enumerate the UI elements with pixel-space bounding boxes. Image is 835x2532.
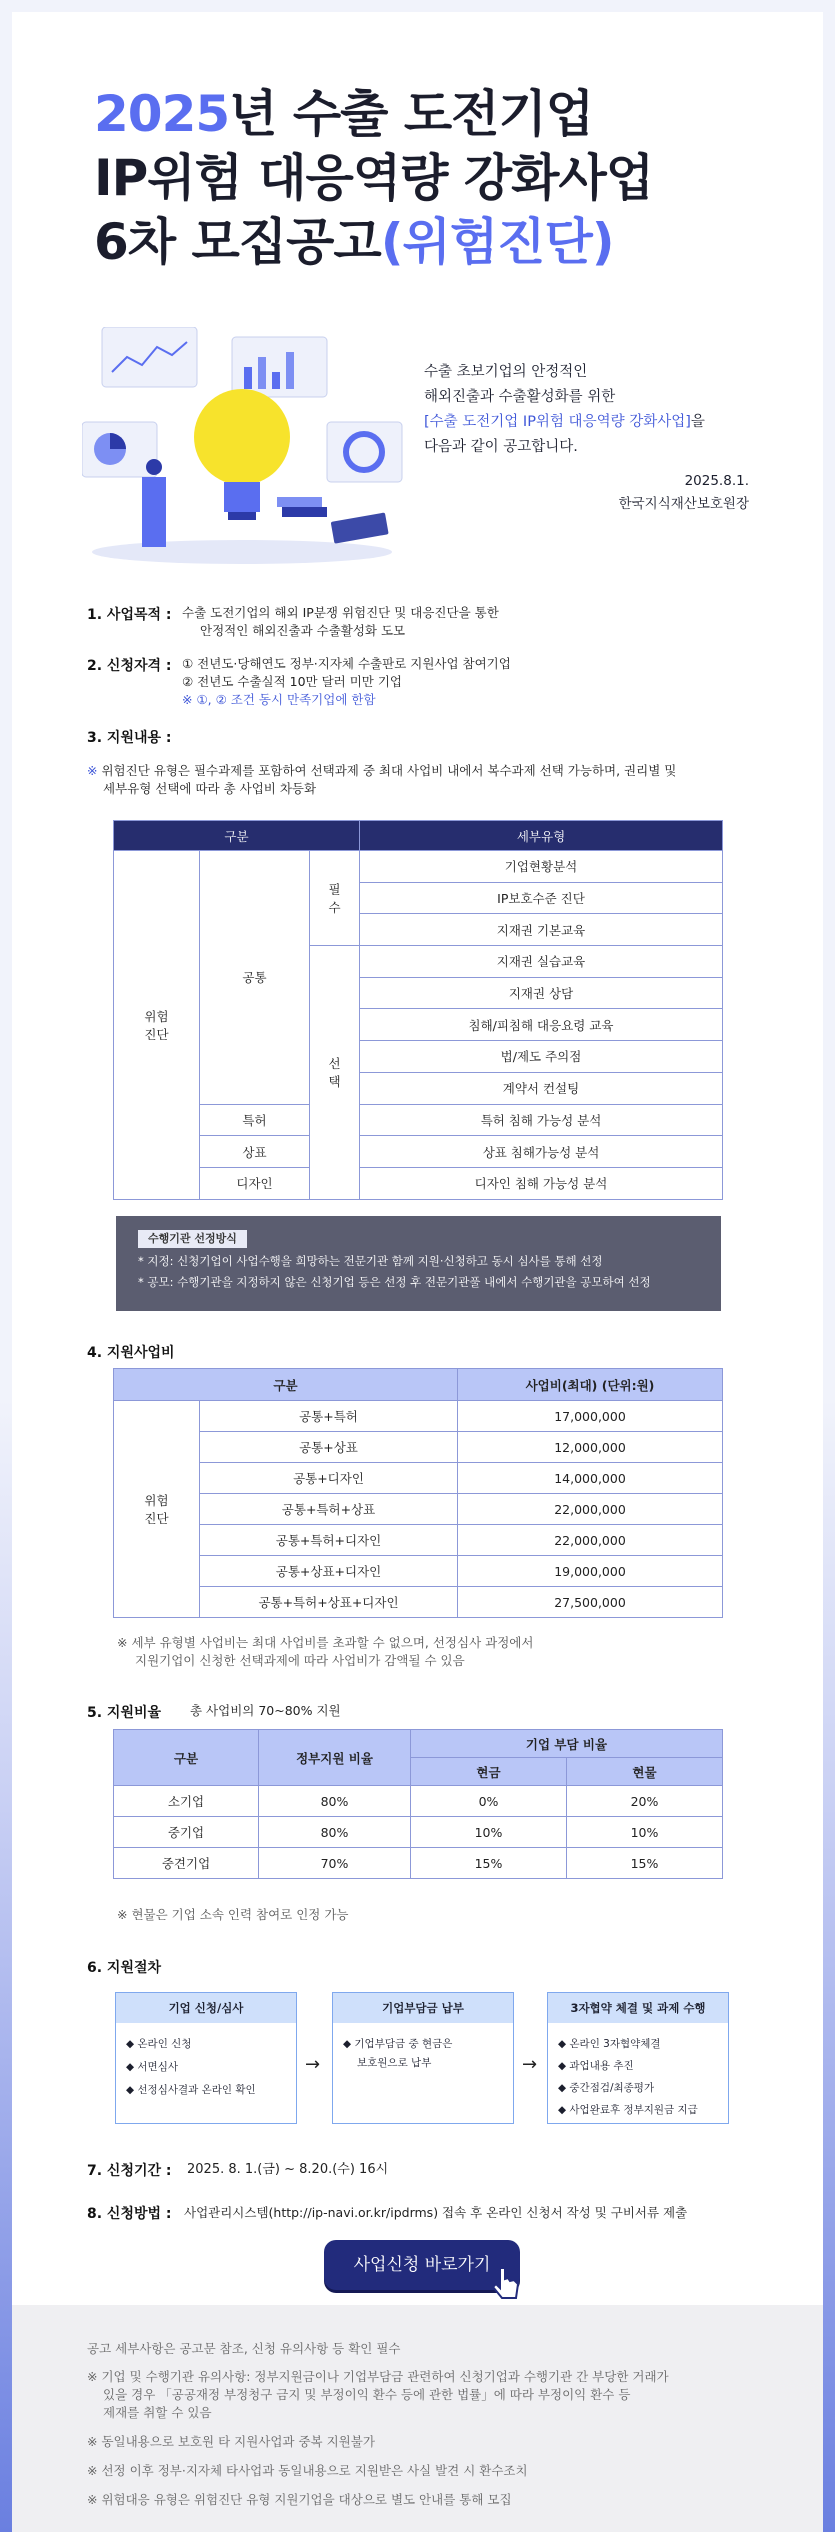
section1-body — [182, 604, 499, 640]
section2-line1: ① 전년도·당해연도 정부·지자체 수출판로 지원사업 참여기업 — [182, 656, 511, 671]
table-cell: 22,000,000 — [458, 1525, 723, 1556]
table-cell: 소기업 — [114, 1786, 259, 1817]
table-cell: 10% — [567, 1817, 723, 1848]
process-step-1 — [115, 1992, 297, 2124]
apply-button[interactable]: 사업신청 바로가기 — [324, 2240, 520, 2290]
section8-value: 사업관리시스템(http://ip-navi.or.kr/ipdrms) 접속 후 온라인 신청서 작성 및 구비서류 제출 — [184, 2205, 688, 2220]
table-cell: 12,000,000 — [458, 1432, 723, 1463]
table-cell: 중견기업 — [114, 1848, 259, 1879]
section4-note-line2: 지원기업이 신청한 선택과제에 따라 사업비가 감액될 수 있음 — [135, 1653, 465, 1668]
footer-line2a: ※ 기업 및 수행기관 유의사항: 정부지원금이나 기업부담금 관련하여 신청기업과 수행기관 간 부당한 거래가 — [87, 2369, 669, 2384]
section1-line2: 안정적인 해외진출과 수출활성화 도모 — [200, 623, 406, 638]
table-row — [114, 1848, 723, 1879]
selection-line2: * 공모: 수행기관을 지정하지 않은 신청기업 등은 선정 후 전문기관풀 내에서 수행기관을 공모하여 선정 — [138, 1275, 651, 1289]
support-content-table — [113, 820, 723, 1200]
section5-heading: 5. 지원비율 — [87, 1705, 162, 1721]
selection-line1: * 지정: 신청기업이 사업수행을 희망하는 전문기관 함께 지원·신청하고 동시 심사를 통해 선정 — [138, 1254, 603, 1268]
table-cell: 15% — [567, 1848, 723, 1879]
table-cell: 22,000,000 — [458, 1494, 723, 1525]
intro-line1: 수출 초보기업의 안정적인 — [424, 364, 588, 380]
table-row — [114, 1104, 723, 1136]
section6-heading: 6. 지원절차 — [87, 1960, 162, 1976]
process-step-2 — [332, 1992, 514, 2124]
table-cell: 공통+상표+디자인 — [200, 1556, 458, 1587]
table-cell: 위험 진단 — [114, 1401, 200, 1618]
table-cell: 10% — [411, 1817, 567, 1848]
section5-summary: 총 사업비의 70~80% 지원 — [190, 1703, 341, 1718]
table-cell: 상표 — [200, 1136, 310, 1168]
process-step-item: ◆ 온라인 신청 — [126, 2038, 192, 2050]
table-cell: 70% — [259, 1848, 411, 1879]
issuer: 한국지식재산보호원장 — [618, 496, 749, 512]
section5-note: ※ 현물은 기업 소속 인력 참여로 인정 가능 — [117, 1907, 349, 1922]
table-cell: 상표 침해가능성 분석 — [360, 1136, 723, 1168]
process-step-item: ◆ 중간점검/최종평가 — [558, 2082, 655, 2094]
table-row — [114, 1525, 723, 1556]
section8-heading: 8. 신청방법 : — [87, 2206, 172, 2222]
hand-cursor-icon — [490, 2264, 524, 2304]
section3-note-line1: 위험진단 유형은 필수과제를 포함하여 선택과제 중 최대 사업비 내에서 복수과제 선택 가능하며, 권리별 및 — [101, 763, 677, 778]
table-cell: 15% — [411, 1848, 567, 1879]
table-cell: 디자인 침해 가능성 분석 — [360, 1167, 723, 1199]
table-cell: 지재권 실습교육 — [360, 946, 723, 978]
section1-line1: 수출 도전기업의 해외 IP분쟁 위험진단 및 대응진단을 통한 — [182, 605, 499, 620]
title-line1: 년 수출 도전기업 — [229, 85, 594, 143]
table-cell: 19,000,000 — [458, 1556, 723, 1587]
selection-method-box — [116, 1216, 721, 1311]
table-cell: 기업현황분석 — [360, 851, 723, 883]
table-cell: 20% — [567, 1786, 723, 1817]
process-step-title: 기업 신청/심사 — [116, 1993, 296, 2023]
section3-heading: 3. 지원내용 : — [87, 730, 172, 746]
table-cell: 계약서 컨설팅 — [360, 1072, 723, 1104]
table-cell: 중기업 — [114, 1817, 259, 1848]
issue-date: 2025.8.1. — [684, 473, 749, 489]
table-cell: 27,500,000 — [458, 1587, 723, 1618]
issue-info — [619, 470, 749, 516]
title-line2: IP위험 대응역량 강화사업 — [94, 149, 654, 207]
process-step-item: ◆ 온라인 3자협약체결 — [558, 2038, 661, 2050]
table-header-row — [114, 1369, 723, 1401]
table-row — [114, 1401, 723, 1432]
table-cell: 공통 — [200, 851, 310, 1105]
process-step-title: 기업부담금 납부 — [333, 1993, 513, 2023]
title-year: 2025 — [94, 85, 230, 143]
table-row — [114, 1494, 723, 1525]
table-header: 세부유형 — [360, 821, 723, 851]
table-cell: 80% — [259, 1817, 411, 1848]
process-step-item: ◆ 서면심사 — [126, 2061, 178, 2073]
table-row — [114, 1432, 723, 1463]
table-row — [114, 1167, 723, 1199]
table-cell: 지재권 상담 — [360, 977, 723, 1009]
arrow-icon: → — [305, 2054, 321, 2075]
section1-heading: 1. 사업목적 : — [87, 607, 172, 623]
table-cell: 법/제도 주의점 — [360, 1041, 723, 1073]
table-cell: 지재권 기본교육 — [360, 914, 723, 946]
process-step-item: ◆ 기업부담금 중 현금은 — [343, 2038, 453, 2050]
process-step-3 — [547, 1992, 729, 2124]
table-cell: 침해/피침해 대응요령 교육 — [360, 1009, 723, 1041]
table-cell: 공통+상표 — [200, 1432, 458, 1463]
table-cell: 공통+특허+상표 — [200, 1494, 458, 1525]
intro-highlight: [수출 도전기업 IP위험 대응역량 강화사업] — [424, 414, 691, 430]
section3-note — [87, 762, 747, 798]
table-cell: 특허 침해 가능성 분석 — [360, 1104, 723, 1136]
budget-table — [113, 1368, 723, 1618]
section4-heading: 4. 지원사업비 — [87, 1345, 175, 1361]
table-cell: IP보호수준 진단 — [360, 882, 723, 914]
table-cell: 0% — [411, 1786, 567, 1817]
table-cell: 14,000,000 — [458, 1463, 723, 1494]
table-cell: 위험 진단 — [114, 851, 200, 1200]
support-ratio-table — [113, 1729, 723, 1879]
footer-line2c: 제재를 취할 수 있음 — [103, 2405, 212, 2420]
table-row — [114, 1463, 723, 1494]
footer-line3: ※ 동일내용으로 보호원 타 지원사업과 중복 지원불가 — [87, 2434, 375, 2449]
section4-note-line1: ※ 세부 유형별 사업비는 최대 사업비를 초과할 수 없으며, 선정심사 과정에서 — [117, 1635, 534, 1650]
table-row — [114, 1136, 723, 1168]
table-header: 현물 — [567, 1758, 723, 1786]
table-header: 정부지원 비율 — [259, 1730, 411, 1786]
process-step-item: ◆ 사업완료후 정부지원금 지급 — [558, 2104, 698, 2116]
intro-text — [424, 360, 804, 460]
table-cell: 디자인 — [200, 1167, 310, 1199]
process-step-item: 보호원으로 납부 — [357, 2057, 432, 2069]
table-row — [114, 1817, 723, 1848]
process-step-item: ◆ 선정심사결과 온라인 확인 — [126, 2084, 256, 2096]
table-header: 기업 부담 비율 — [411, 1730, 723, 1758]
section7-value: 2025. 8. 1.(금) ~ 8.20.(수) 16시 — [187, 2162, 389, 2177]
table-cell: 공통+특허+상표+디자인 — [200, 1587, 458, 1618]
table-cell: 공통+특허 — [200, 1401, 458, 1432]
intro-highlight-suffix: 을 — [690, 414, 705, 430]
arrow-icon: → — [522, 2054, 538, 2075]
table-header: 구분 — [114, 1369, 458, 1401]
table-cell: 특허 — [200, 1104, 310, 1136]
footer-notes — [12, 2305, 823, 2532]
title-line3: 6차 모집공고 — [94, 213, 381, 271]
selection-method-tag: 수행기관 선정방식 — [138, 1230, 247, 1248]
section4-note — [117, 1634, 533, 1670]
table-row — [114, 851, 723, 883]
table-cell: 선 택 — [310, 946, 360, 1200]
table-cell: 공통+디자인 — [200, 1463, 458, 1494]
section2-heading: 2. 신청자격 : — [87, 658, 172, 674]
lightbulb-illustration — [82, 327, 412, 567]
section7-heading: 7. 신청기간 : — [87, 2163, 172, 2179]
notice-page — [12, 12, 823, 2532]
table-cell: 필 수 — [310, 851, 360, 946]
footer-line2b: 있을 경우 「공공재정 부정청구 금지 및 부정이익 환수 등에 관한 법률」에 따라 부정이익 환수 등 — [103, 2387, 631, 2402]
table-header: 구분 — [114, 1730, 259, 1786]
table-header: 현금 — [411, 1758, 567, 1786]
table-header-row — [114, 1730, 723, 1758]
page-title — [94, 82, 653, 274]
section2-line2: ② 전년도 수출실적 10만 달러 미만 기업 — [182, 674, 403, 689]
footer-line1: 공고 세부사항은 공고문 참조, 신청 유의사항 등 확인 필수 — [87, 2341, 401, 2356]
section2-body — [182, 655, 511, 709]
section3-note-line2: 세부유형 선택에 따라 총 사업비 차등화 — [103, 781, 317, 796]
footer-line4: ※ 선정 이후 정부·지자체 타사업과 동일내용으로 지원받은 사실 발견 시 환수조치 — [87, 2463, 528, 2478]
table-row — [114, 1786, 723, 1817]
section2-note: ※ ①, ② 조건 동시 만족기업에 한함 — [182, 692, 376, 707]
title-highlight: (위험진단) — [380, 213, 614, 271]
table-row — [114, 1587, 723, 1618]
section3-note-mark: ※ — [87, 763, 98, 778]
intro-line4: 다음과 같이 공고합니다. — [424, 439, 578, 455]
process-step-item: ◆ 과업내용 추진 — [558, 2060, 634, 2072]
table-row — [114, 1556, 723, 1587]
process-step-title: 3자협약 체결 및 과제 수행 — [548, 1993, 728, 2023]
table-cell: 80% — [259, 1786, 411, 1817]
table-cell: 공통+특허+디자인 — [200, 1525, 458, 1556]
table-header-row — [114, 821, 723, 851]
table-cell: 17,000,000 — [458, 1401, 723, 1432]
intro-line2: 해외진출과 수출활성화를 위한 — [424, 389, 616, 405]
footer-line5: ※ 위험대응 유형은 위험진단 유형 지원기업을 대상으로 별도 안내를 통해 모집 — [87, 2492, 512, 2507]
table-header: 구분 — [114, 821, 360, 851]
table-header: 사업비(최대) (단위:원) — [458, 1369, 723, 1401]
